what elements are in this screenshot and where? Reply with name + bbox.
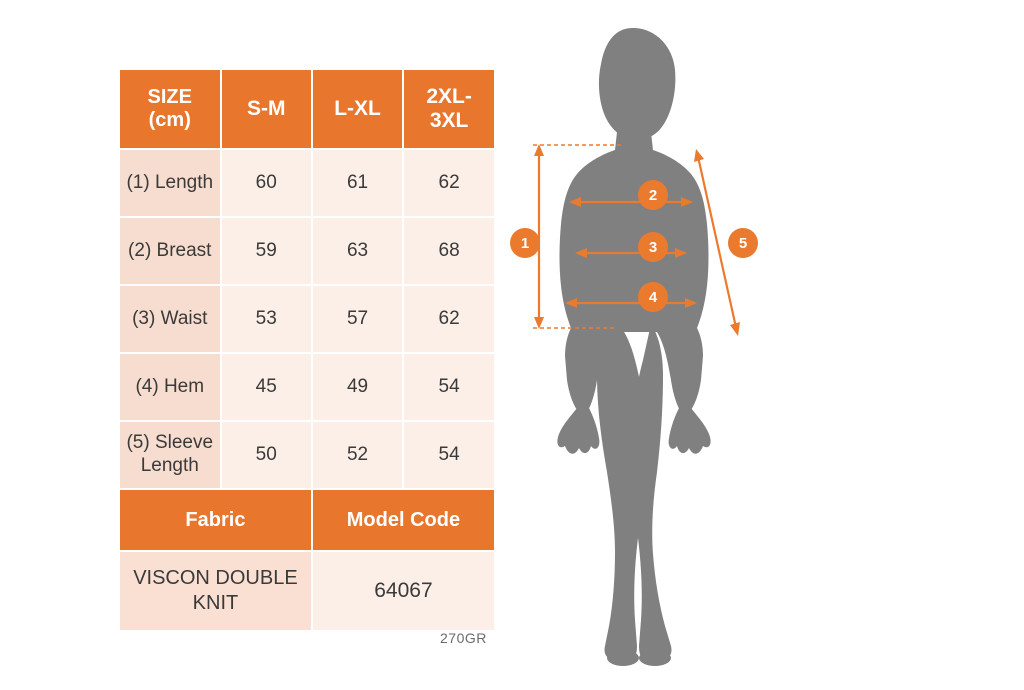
female-body-silhouette [557,28,710,666]
measurement-figure-panel [505,20,1005,670]
badge-5-sleeve-length: 5 [729,229,757,257]
cell-model-code-value: 64067 [312,551,495,631]
header-fabric: Fabric [119,489,312,551]
table-row [119,217,495,285]
table-row [119,421,495,489]
fabric-header-row [119,489,495,551]
cell-hem-l-xl: 49 [312,353,403,421]
cell-hem-2xl-3xl: 54 [403,353,495,421]
header-s-m: S-M [221,69,312,149]
header-size [119,69,221,149]
cell-waist-s-m: 53 [221,285,312,353]
cell-length-2xl-3xl: 62 [403,149,495,217]
cell-hem-s-m: 45 [221,353,312,421]
size-chart-table [118,68,496,632]
badge-1-length: 1 [511,229,539,257]
size-chart-table-container [118,68,496,632]
header-size-line2: (cm) [148,109,191,131]
cell-breast-l-xl: 63 [312,217,403,285]
female-silhouette-diagram [505,20,1005,670]
cell-sleeve-l-xl: 52 [312,421,403,489]
row-label-sleeve-length: (5) Sleeve Length [119,421,221,489]
header-2xl-3xl [403,69,495,149]
cell-length-s-m: 60 [221,149,312,217]
table-row [119,285,495,353]
cell-waist-2xl-3xl: 62 [403,285,495,353]
header-size-line1: SIZE [147,86,192,108]
header-l-xl: L-XL [312,69,403,149]
header-model-code: Model Code [312,489,495,551]
table-header-row [119,69,495,149]
cell-sleeve-2xl-3xl: 54 [403,421,495,489]
row-label-length: (1) Length [119,149,221,217]
badge-3-waist: 3 [639,233,667,261]
row-label-breast: (2) Breast [119,217,221,285]
badge-2-breast: 2 [639,181,667,209]
cell-fabric-value: VISCON DOUBLE KNIT [119,551,312,631]
table-row [119,149,495,217]
header-2xl-3xl-line2: 3XL [429,109,469,132]
row-label-waist: (3) Waist [119,285,221,353]
cell-waist-l-xl: 57 [312,285,403,353]
header-2xl-3xl-line1: 2XL- [426,84,472,108]
table-row [119,353,495,421]
cell-sleeve-s-m: 50 [221,421,312,489]
cell-length-l-xl: 61 [312,149,403,217]
cell-breast-s-m: 59 [221,217,312,285]
badge-4-hem: 4 [639,283,667,311]
fabric-weight-note: 270GR [440,630,487,646]
cell-breast-2xl-3xl: 68 [403,217,495,285]
fabric-value-row [119,551,495,631]
row-label-hem: (4) Hem [119,353,221,421]
